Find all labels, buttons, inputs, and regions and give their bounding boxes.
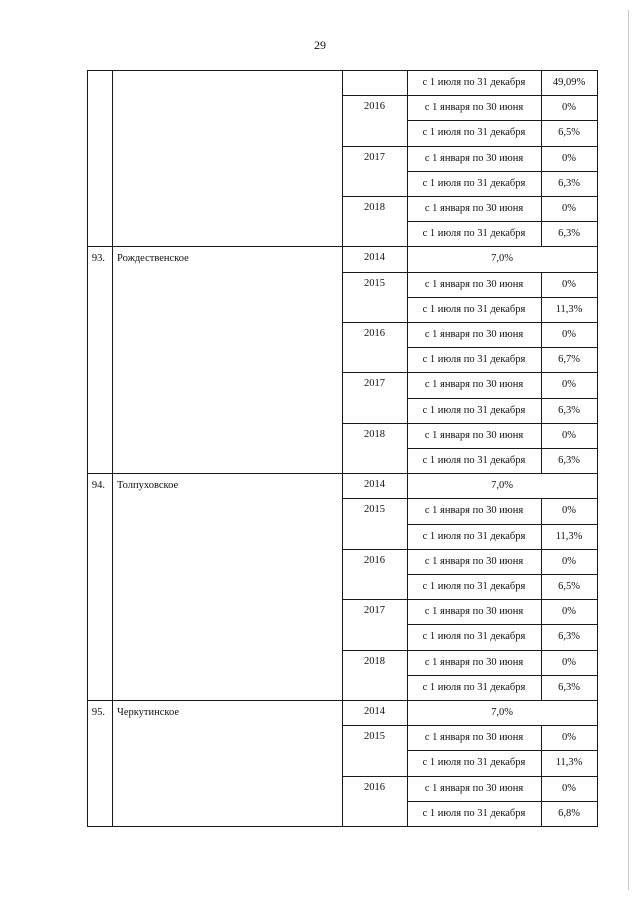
period-column-divider: [541, 574, 542, 599]
settlement-name: Толпуховское: [117, 480, 179, 492]
period-column-divider: [541, 196, 542, 221]
rate-cell: 0%: [562, 606, 576, 618]
period-column-divider: [541, 448, 542, 473]
period-cell: с 1 июля по 31 декабря: [422, 77, 526, 88]
period-separator: [407, 448, 598, 449]
year-column-divider: [407, 423, 408, 448]
period-separator: [407, 297, 598, 298]
year-cell: 2015: [364, 731, 385, 743]
rate-cell: 0%: [562, 278, 576, 290]
period-cell: с 1 января по 30 июня: [424, 732, 524, 744]
entry-separator: [87, 700, 598, 701]
period-cell: с 1 января по 30 июня: [424, 278, 524, 290]
period-cell: с 1 января по 30 июня: [424, 379, 524, 391]
rate-cell: 6,5%: [558, 581, 580, 592]
period-separator: [407, 675, 598, 676]
year-column-divider: [407, 171, 408, 196]
year-cell: 2016: [364, 781, 385, 793]
rate-cell: 6,5%: [558, 127, 580, 139]
year-column-divider: [407, 372, 408, 397]
period-cell: с 1 января по 30 июня: [424, 203, 524, 214]
period-cell: с 1 января по 30 июня: [424, 329, 524, 340]
year-separator: [342, 498, 598, 499]
period-column-divider: [541, 221, 542, 246]
period-column-divider: [541, 423, 542, 448]
year-column-divider: [407, 650, 408, 675]
year-separator: [342, 599, 598, 600]
year-column-divider: [407, 624, 408, 649]
year-cell: 2017: [364, 151, 385, 163]
year-column-divider: [407, 750, 408, 775]
period-separator: [407, 524, 598, 525]
year-column-divider: [407, 448, 408, 473]
period-column-divider: [541, 171, 542, 196]
period-cell: с 1 июля по 31 декабря: [422, 177, 526, 189]
year-cell: 2017: [364, 378, 385, 390]
rate-cell: 0%: [562, 102, 576, 114]
year-column-divider: [407, 398, 408, 423]
period-cell: с 1 января по 30 июня: [424, 782, 524, 794]
year-separator: [342, 549, 598, 550]
year-separator: [342, 423, 598, 424]
period-separator: [407, 801, 598, 802]
year-column-divider: [407, 95, 408, 120]
period-cell: с 1 января по 30 июня: [424, 505, 524, 517]
period-column-divider: [541, 524, 542, 549]
period-separator: [407, 221, 598, 222]
entry-separator: [87, 246, 598, 247]
annual-rate-cell: 7,0%: [491, 707, 513, 718]
year-column-divider: [407, 801, 408, 826]
year-separator: [342, 322, 598, 323]
period-cell: с 1 января по 30 июня: [424, 102, 524, 114]
period-column-divider: [541, 650, 542, 675]
period-column-divider: [541, 398, 542, 423]
year-column-divider: [407, 120, 408, 145]
period-cell: с 1 июля по 31 декабря: [422, 681, 526, 693]
period-separator: [407, 750, 598, 751]
period-column-divider: [541, 675, 542, 700]
year-separator: [342, 776, 598, 777]
rate-cell: 6,3%: [558, 455, 580, 466]
period-cell: с 1 июля по 31 декабря: [422, 530, 526, 542]
year-column-divider: [407, 146, 408, 171]
rate-cell: 6,7%: [558, 354, 580, 366]
settlement-name: Черкутинское: [117, 707, 180, 718]
period-column-divider: [541, 120, 542, 145]
rate-cell: 49,09%: [552, 77, 586, 88]
rate-cell: 11,3%: [555, 303, 583, 315]
period-column-divider: [541, 801, 542, 826]
year-column-divider: [407, 347, 408, 372]
year-separator: [342, 725, 598, 726]
period-cell: с 1 июля по 31 декабря: [422, 757, 526, 769]
year-separator: [342, 272, 598, 273]
period-column-divider: [541, 776, 542, 801]
year-cell: 2017: [364, 605, 385, 617]
year-cell: 2018: [364, 655, 385, 667]
rate-cell: 0%: [562, 329, 576, 340]
period-cell: с 1 января по 30 июня: [424, 656, 524, 668]
period-cell: с 1 июля по 31 декабря: [422, 581, 526, 592]
rate-cell: 0%: [562, 379, 576, 391]
settlement-name: Рождественское: [117, 253, 189, 265]
year-column-divider: [407, 599, 408, 624]
year-cell: 2018: [364, 428, 385, 440]
period-column-divider: [541, 95, 542, 120]
rate-cell: 0%: [562, 782, 576, 794]
period-cell: с 1 января по 30 июня: [424, 555, 524, 567]
table-bottom-border: [87, 826, 598, 827]
rate-cell: 0%: [562, 555, 576, 567]
period-column-divider: [541, 372, 542, 397]
annual-rate-cell: 7,0%: [491, 480, 513, 492]
year-cell: 2015: [364, 504, 385, 516]
entry-separator: [87, 473, 598, 474]
rate-cell: 6,3%: [558, 631, 580, 643]
rate-cell: 0%: [562, 429, 576, 441]
period-column-divider: [541, 272, 542, 297]
year-separator: [342, 146, 598, 147]
period-column-divider: [541, 498, 542, 523]
num-column-divider: [112, 70, 113, 826]
period-cell: с 1 июля по 31 декабря: [422, 455, 526, 466]
year-column-divider: [407, 297, 408, 322]
entry-number: 95.: [91, 707, 105, 718]
year-cell: 2016: [364, 328, 385, 339]
year-cell: 2018: [364, 202, 385, 213]
period-column-divider: [541, 322, 542, 347]
year-column-divider: [407, 498, 408, 523]
period-column-divider: [541, 297, 542, 322]
year-column-divider: [407, 196, 408, 221]
year-cell: 2014: [364, 706, 385, 717]
period-cell: с 1 июля по 31 декабря: [422, 127, 526, 139]
rate-cell: 0%: [562, 732, 576, 744]
year-column-divider: [407, 70, 408, 95]
year-cell: 2014: [364, 479, 385, 491]
period-column-divider: [541, 725, 542, 750]
year-column-divider: [407, 549, 408, 574]
period-separator: [407, 574, 598, 575]
year-column-divider: [407, 675, 408, 700]
period-separator: [407, 171, 598, 172]
period-separator: [407, 347, 598, 348]
year-cell: 2016: [364, 101, 385, 113]
period-cell: с 1 июля по 31 декабря: [422, 807, 526, 819]
year-column-divider: [407, 322, 408, 347]
year-cell: 2014: [364, 252, 385, 264]
rate-cell: 11,3%: [555, 530, 583, 542]
rate-cell: 0%: [562, 505, 576, 517]
period-cell: с 1 июля по 31 декабря: [422, 354, 526, 366]
period-cell: с 1 июля по 31 декабря: [422, 404, 526, 416]
rate-cell: 0%: [562, 152, 576, 164]
period-separator: [407, 624, 598, 625]
period-cell: с 1 июля по 31 декабря: [422, 303, 526, 315]
entry-number: 94.: [91, 480, 105, 492]
year-column-divider: [407, 574, 408, 599]
period-column-divider: [541, 347, 542, 372]
year-column-divider: [407, 221, 408, 246]
year-column-divider: [407, 700, 408, 725]
period-separator: [407, 398, 598, 399]
year-separator: [342, 196, 598, 197]
period-column-divider: [541, 750, 542, 775]
rate-cell: 0%: [562, 203, 576, 214]
period-cell: с 1 июля по 31 декабря: [422, 631, 526, 643]
year-column-divider: [407, 246, 408, 271]
period-column-divider: [541, 70, 542, 95]
rate-cell: 6,3%: [558, 681, 580, 693]
year-column-divider: [407, 272, 408, 297]
rate-cell: 11,3%: [555, 757, 583, 769]
period-cell: с 1 января по 30 июня: [424, 606, 524, 618]
rate-cell: 0%: [562, 656, 576, 668]
year-column-divider: [407, 725, 408, 750]
year-separator: [342, 95, 598, 96]
period-column-divider: [541, 146, 542, 171]
annual-rate-cell: 7,0%: [491, 253, 513, 265]
year-column-divider: [407, 776, 408, 801]
year-column-divider: [407, 524, 408, 549]
period-cell: с 1 января по 30 июня: [424, 152, 524, 164]
table-left-border: [87, 70, 88, 826]
page-number: 29: [314, 38, 326, 52]
period-column-divider: [541, 549, 542, 574]
period-separator: [407, 120, 598, 121]
year-cell: 2016: [364, 554, 385, 566]
year-separator: [342, 372, 598, 373]
rate-cell: 6,3%: [558, 177, 580, 189]
year-separator: [342, 650, 598, 651]
period-cell: с 1 января по 30 июня: [424, 429, 524, 441]
year-cell: 2015: [364, 277, 385, 289]
period-column-divider: [541, 599, 542, 624]
name-column-divider: [342, 70, 343, 826]
period-cell: с 1 июля по 31 декабря: [422, 228, 526, 240]
rate-cell: 6,3%: [558, 228, 580, 240]
rate-cell: 6,3%: [558, 404, 580, 416]
year-column-divider: [407, 473, 408, 498]
period-column-divider: [541, 624, 542, 649]
rate-cell: 6,8%: [558, 807, 580, 819]
entry-number: 93.: [91, 253, 105, 265]
